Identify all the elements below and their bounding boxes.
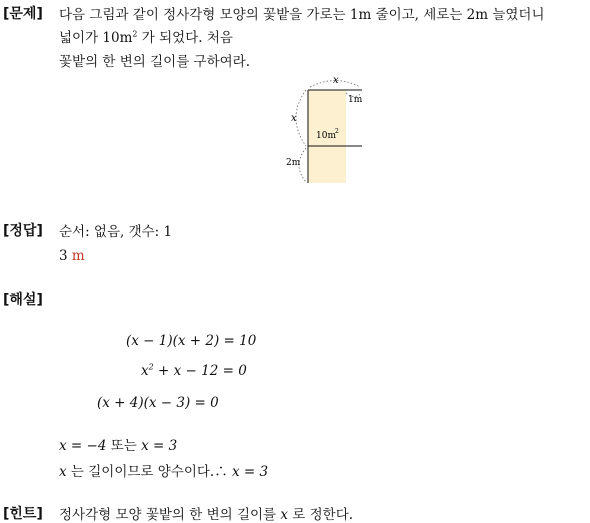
figure-area-label: 10m [316,131,336,141]
figure-area-exponent: 2 [335,128,339,135]
result-1-b: x = 3 [141,438,178,454]
result-line-2 [59,460,268,480]
figure-bottom-left-label: 2m [286,158,301,168]
result-2-a: x [59,464,67,480]
hint-text-a: 정사각형 모양 꽃밭의 한 변의 길이를 [59,507,281,523]
answer-meta: 순서: 없음, 갯수: 1 [59,224,173,240]
answer-tag: [정답] [3,223,43,239]
equation-2-exponent: 2 [148,362,154,372]
answer-value: 3 [59,248,68,264]
hint-text [59,503,353,523]
answer-unit: m [71,248,85,264]
problem-line-2-exponent: 2 [132,29,138,39]
result-2-mid: 는 길이이므로 양수이다.∴ [66,464,232,480]
result-line-1 [59,434,177,454]
hint-tag: [힌트] [3,506,43,522]
problem-line-2-prefix: 넓이가 10m [59,30,133,46]
equation-2 [141,363,247,379]
figure-left-dim [296,90,306,146]
hint-var: x [280,507,288,523]
problem-line-3: 꽃밭의 한 변의 길이를 구하여라. [59,54,250,70]
explanation-tag: [해설] [3,292,43,308]
figure-left-label: x [291,113,297,124]
figure-right-label: 1m [348,95,363,105]
problem-line-1: 다음 그림과 같이 정사각형 모양의 꽃밭을 가로는 1m 줄이고, 세로는 2m 늘였더니 [59,7,545,23]
equation-2-rest: + x − 12 = 0 [153,363,247,379]
result-1-mid: 또는 [106,438,142,454]
answer-value-line [59,248,85,264]
equation-3: (x + 4)(x − 3) = 0 [97,395,219,411]
equation-1: (x − 1)(x + 2) = 10 [126,333,257,349]
problem-tag: [문제] [3,6,43,22]
hint-text-b: 로 정한다. [288,507,354,523]
equation-2-base: x [141,363,149,379]
result-2-b: x = 3 [232,464,269,480]
problem-line-2-suffix: 가 되었다. 처음 [137,30,233,46]
result-1-a: x = −4 [59,438,107,454]
figure-top-label: x [333,75,339,86]
